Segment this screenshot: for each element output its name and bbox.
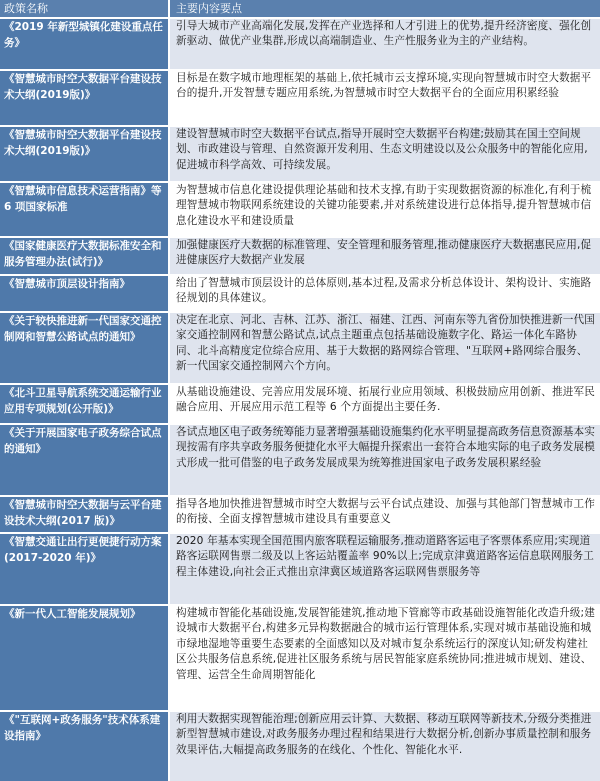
table-row bbox=[0, 69, 600, 125]
table-row bbox=[0, 311, 600, 383]
policy-content-cell: 建设智慧城市时空大数据平台试点,指导开展时空大数据平台构建;鼓励其在国土空间规划、市政建设与管理、自然资源开发利用、生态文明建设以及公众服务中的智能化应用,促进城市科学高效、可持续发展。 bbox=[170, 125, 600, 181]
policy-content-cell: 目标是在数字城市地理框架的基础上,依托城市云支撑环境,实现向智慧城市时空大数据平台的提升,开发智慧专题应用系统,为智慧城市时空大数据平台的全面应用积累经验 bbox=[170, 69, 600, 125]
table-row bbox=[0, 17, 600, 69]
table-row bbox=[0, 423, 600, 495]
table-row bbox=[0, 604, 600, 710]
table-row bbox=[0, 274, 600, 311]
policy-name-cell: 《关于较快推进新一代国家交通控制网和智慧公路试点的通知》 bbox=[0, 311, 170, 383]
table-row bbox=[0, 125, 600, 181]
policy-name-cell: 《"互联网+政务服务"技术体系建设指南》 bbox=[0, 710, 170, 781]
policy-name-cell: 《2019 年新型城镇化建设重点任务》 bbox=[0, 17, 170, 69]
policy-content-cell: 决定在北京、河北、吉林、江苏、浙江、福建、江西、河南东等九省份加快推进新一代国家交通控制网和智慧公路试点,试点主题重点包括基础设施数字化、路运一体化车路协同、北斗高精度定位综合应用、基于大数据的路网综合管理、"互联网+路网综合服务、新一代国家交通控制网六个方向。 bbox=[170, 311, 600, 383]
table-header bbox=[0, 0, 600, 17]
policy-content-cell: 各试点地区电子政务统筹能力显著增强基础设施集约化水平明显提高政务信息资源基本实现按需有序共享政务服务便捷化水平大幅提升探索出一套符合本地实际的电子政务发展模式形成一批可借鉴的电子政务发展成果为统筹推进国家电子政务发展积累经验 bbox=[170, 423, 600, 495]
policy-content-cell: 构建城市智能化基础设施,发展智能建筑,推动地下管廊等市政基础设施智能化改造升级;建设城市大数据平台,构建多元异构数据融合的城市运行管理体系,实现对城市基础设施和城市绿地湿地等重要生态要素的全面感知以及对城市复杂系统运行的深度认知;研发构建社区公共服务信息系统,促进社区服务系统与居民智能家庭系统协同;推进城市规划、建设、管理、运营全生命周期智能化 bbox=[170, 604, 600, 710]
policy-name-cell: 《国家健康医疗大数据标准安全和服务管理办法(试行)》 bbox=[0, 236, 170, 274]
header-main-content: 主要内容要点 bbox=[176, 2, 242, 15]
policy-content-cell: 利用大数据实现智能治理;创新应用云计算、大数据、移动互联网等新技术,分级分类推进新型智慧城市建设,对政务服务办理过程和结果进行大数据分析,创新办事质量控制和服务效果评估,大幅提高政务服务的在线化、个性化、智能化水平. bbox=[170, 710, 600, 781]
policy-name-cell: 《智慧交通让出行更便捷行动方案(2017-2020 年)》 bbox=[0, 532, 170, 604]
policy-content-cell: 加强健康医疗大数据的标准管理、安全管理和服务管理,推动健康医疗大数据惠民应用,促进健康医疗大数据产业发展 bbox=[170, 236, 600, 274]
policy-content-cell: 从基础设施建设、完善应用发展环境、拓展行业应用领域、积极鼓励应用创新、推进军民融合应用、开展应用示范工程等 6 个方面提出主要任务. bbox=[170, 383, 600, 423]
policy-name-cell: 《智慧城市顶层设计指南》 bbox=[0, 274, 170, 311]
table-row bbox=[0, 710, 600, 781]
policy-content-cell: 给出了智慧城市顶层设计的总体原则,基本过程,及需求分析总体设计、架构设计、实施路径规划的具体建议。 bbox=[170, 274, 600, 311]
table-row bbox=[0, 236, 600, 274]
table-row bbox=[0, 383, 600, 423]
header-policy-name: 政策名称 bbox=[0, 0, 170, 17]
policy-name-cell: 《新一代人工智能发展规划》 bbox=[0, 604, 170, 710]
policy-name-cell: 《关于开展国家电子政务综合试点的通知》 bbox=[0, 423, 170, 495]
table-row bbox=[0, 532, 600, 604]
policy-content-cell: 为智慧城市信息化建设提供理论基础和技术支撑,有助于实现数据资源的标准化,有利于梳理智慧城市物联网系统建设的关键功能要素,并对系统建设进行总体指导,提升智慧城市信息化建设水平和建设质量 bbox=[170, 181, 600, 236]
policy-content-cell: 2020 年基本实现全国范围内旅客联程运输服务,推动道路客运电子客票体系应用;实现道路客运联网售票二级及以上客运站覆盖率 90%以上;完成京津冀道路客运信息联网服务工程主体建设,向社会正式推出京津冀区域道路客运联网售票服务等 bbox=[170, 532, 600, 604]
policy-name-cell: 《智慧城市时空大数据与云平台建设技术大纲(2017 版)》 bbox=[0, 495, 170, 532]
table-row bbox=[0, 495, 600, 532]
policy-name-cell: 《智慧城市时空大数据平台建设技术大纲(2019版)》 bbox=[0, 125, 170, 181]
policy-name-cell: 《智慧城市时空大数据平台建设技术大纲(2019版)》 bbox=[0, 69, 170, 125]
table-row bbox=[0, 181, 600, 236]
policy-name-cell: 《北斗卫星导航系统交通运输行业应用专项规划(公开版)》 bbox=[0, 383, 170, 423]
policy-content-cell: 指导各地加快推进智慧城市时空大数据与云平台试点建设、加强与其他部门智慧城市工作的衔接、全面支撑智慧城市建设具有重要意义 bbox=[170, 495, 600, 532]
policy-name-cell: 《智慧城市信息技术运营指南》等 6 项国家标准 bbox=[0, 181, 170, 236]
policy-content-cell: 引导大城市产业高端化发展,发挥在产业选择和人才引进上的优势,提升经济密度、强化创新驱动、做优产业集群,形成以高端制造业、生产性服务业为主的产业结构。 bbox=[170, 17, 600, 69]
